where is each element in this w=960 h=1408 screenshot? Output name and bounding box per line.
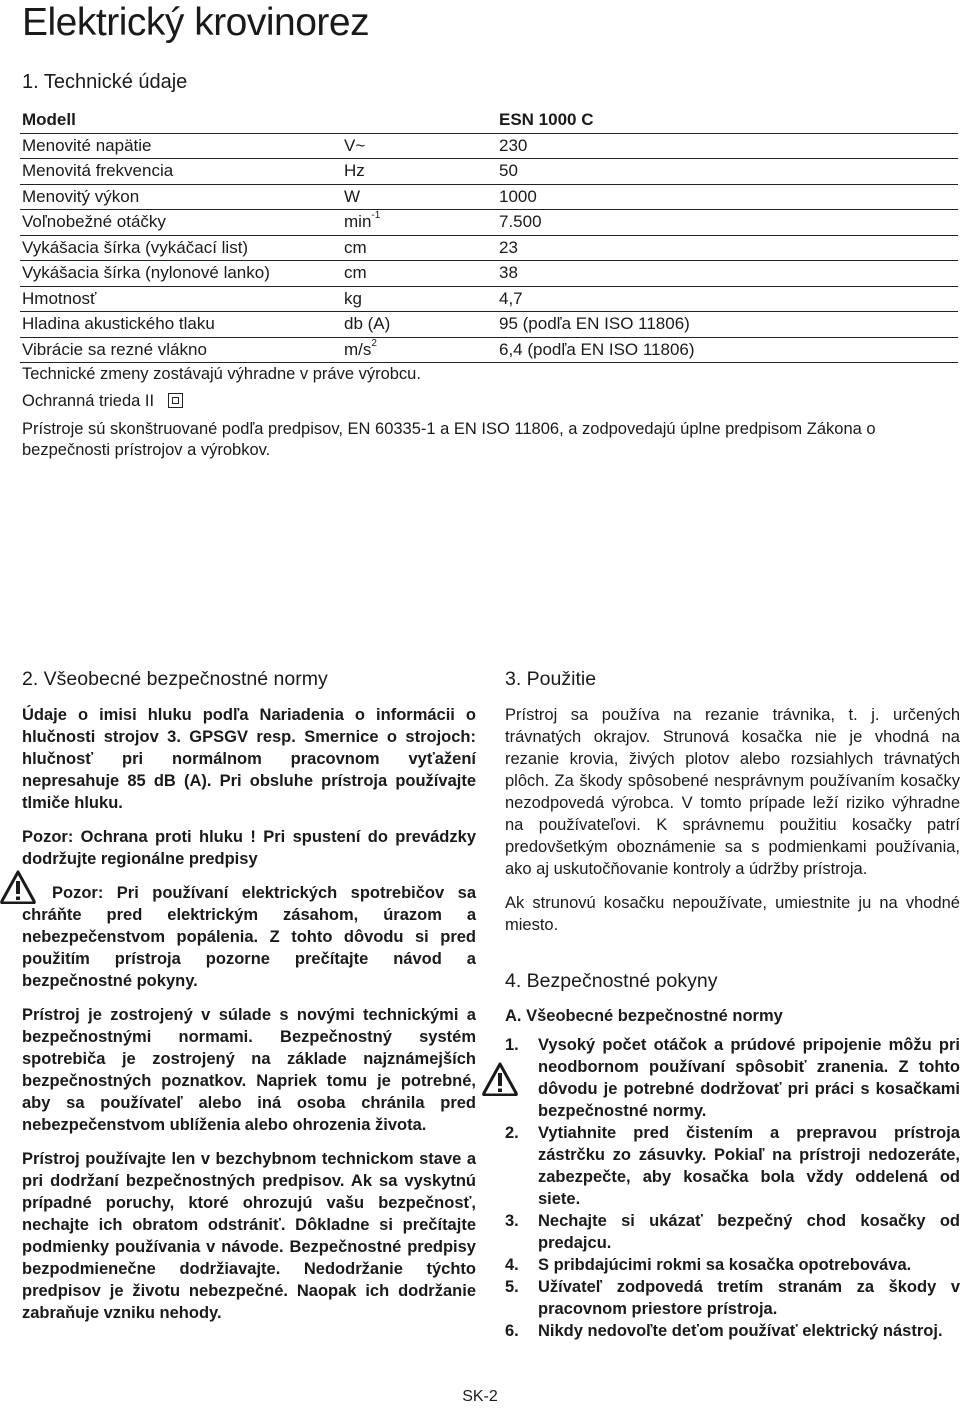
row-unit: W xyxy=(342,184,497,210)
protection-class-line xyxy=(22,391,183,412)
section-heading-general-safety: 2. Všeobecné bezpečnostné normy xyxy=(22,668,328,690)
row-value: 230 xyxy=(497,133,958,159)
storage-paragraph: Ak strunovú kosačku nepoužívate, umiestnite ju na vhodné miesto. xyxy=(505,894,960,934)
row-label: Vibrácie sa rezné vlákno xyxy=(20,337,342,363)
table-row xyxy=(20,210,958,236)
row-label: Hmotnosť xyxy=(20,286,342,312)
row-unit xyxy=(342,337,497,363)
table-row xyxy=(20,337,958,363)
warning-triangle-icon xyxy=(0,870,36,904)
document-title: Elektrický krovinorez xyxy=(22,1,370,44)
safety-instructions-list xyxy=(505,1034,960,1342)
row-unit: kg xyxy=(342,286,497,312)
table-row xyxy=(20,184,958,210)
technical-changes-note: Technické zmeny zostávajú výhradne v práve výrobcu. xyxy=(22,365,421,383)
list-item xyxy=(505,1320,960,1342)
row-value: 95 (podľa EN ISO 11806) xyxy=(497,312,958,338)
row-unit-exponent: -1 xyxy=(371,210,381,222)
row-value: 50 xyxy=(497,159,958,185)
list-item xyxy=(505,1210,960,1254)
section-heading-usage: 3. Použitie xyxy=(505,668,597,690)
right-column-usage xyxy=(505,704,960,948)
row-unit: Hz xyxy=(342,159,497,185)
item-text: S pribdajúcimi rokmi sa kosačka opotrebováva. xyxy=(538,1256,912,1274)
row-unit xyxy=(342,210,497,236)
spec-table xyxy=(20,108,958,363)
row-value: 4,7 xyxy=(497,286,958,312)
section-heading-technical-data: 1. Technické údaje xyxy=(22,71,188,93)
compliance-statement: Prístroje sú skonštruované podľa predpisov, EN 60335-1 a EN ISO 11806, a zodpovedajú úplne predpisom Zákona o bezpečnosti prístrojov a výrobkov. xyxy=(22,420,876,459)
table-row xyxy=(20,261,958,287)
list-item xyxy=(505,1254,960,1276)
row-label: Menovitý výkon xyxy=(20,184,342,210)
row-label: Menovitá frekvencia xyxy=(20,159,342,185)
item-number: 1. xyxy=(505,1036,519,1054)
item-text: Nikdy nedovoľte deťom používať elektrický nástroj. xyxy=(538,1322,943,1340)
row-label: Menovité napätie xyxy=(20,133,342,159)
electrical-warning-paragraph: Pozor: Pri používaní elektrických spotrebičov sa chráňte pred elektrickým zásahom, úrazom a nebezpečenstvom popálenia. Z tohto dôvodu si pred použitím prístroja pozorne prečítajte návod a bezpečnostné pokyny. xyxy=(22,884,476,990)
list-item xyxy=(505,1122,960,1210)
row-value: 38 xyxy=(497,261,958,287)
row-value: 6,4 (podľa EN ISO 11806) xyxy=(497,337,958,363)
warning-triangle-icon xyxy=(482,1062,518,1096)
row-label: Hladina akustického tlaku xyxy=(20,312,342,338)
item-text: Užívateľ zodpovedá tretím stranám za škody v pracovnom priestore prístroja. xyxy=(538,1278,960,1318)
list-item xyxy=(505,1276,960,1320)
safety-standards-paragraph: Prístroj je zostrojený v súlade s novými technickými a bezpečnostnými normami. Bezpečnostný systém spotrebiča je zostrojený na základe najznámejších bezpečnostných poznatkov. Napriek tomu je potrebné, aby sa používateľ alebo iná osoba chránila pred nebezpečenstvom ublíženia alebo ohrozenia života. xyxy=(22,1006,476,1134)
technical-condition-paragraph: Prístroj používajte len v bezchybnom technickom stave a pri dodržaní bezpečnostných predpisov. Ak sa vyskytnú prípadné poruchy, ktoré ohrozujú vašu bezpečnosť, nechajte ich obratom odstrániť. Dôkladne si prečítajte podmienky používania v návode. Bezpečnostné predpisy bezpodmienečne dodržiavajte. Nedodržanie týchto predpisov je životu nebezpečné. Naopak ich dodržanie zabraňuje vzniku nehody. xyxy=(22,1150,476,1322)
spec-header-label: Modell xyxy=(20,108,342,133)
item-number: 3. xyxy=(505,1212,519,1230)
row-value: 1000 xyxy=(497,184,958,210)
noise-protection-paragraph: Pozor: Ochrana proti hluku ! Pri spustení do prevádzky dodržujte regionálne predpisy xyxy=(22,828,476,868)
item-number: 5. xyxy=(505,1278,519,1296)
item-text: Vytiahnite pred čistením a prepravou prístroja zástrčku zo zásuvky. Pokiaľ na prístroji nedozeráte, zabezpečte, aby kosačka bola vždy oddelená od siete. xyxy=(538,1124,960,1208)
row-value: 23 xyxy=(497,235,958,261)
spec-table-header xyxy=(20,108,958,133)
table-row xyxy=(20,159,958,185)
row-unit-base: min xyxy=(344,212,372,232)
row-label: Vykášacia šírka (nylonové lanko) xyxy=(20,261,342,287)
class-ii-double-square-icon xyxy=(168,393,183,408)
table-row xyxy=(20,235,958,261)
row-unit: V~ xyxy=(342,133,497,159)
page-number: SK-2 xyxy=(462,1388,498,1405)
spec-header-value: ESN 1000 C xyxy=(497,108,958,133)
table-row xyxy=(20,133,958,159)
row-unit: db (A) xyxy=(342,312,497,338)
usage-paragraph: Prístroj sa používa na rezanie trávnika, t. j. určených trávnatých okrajov. Strunová kosačka nie je vhodná na rezanie krovia, živých plotov alebo rozsiahlych trávnatých plôch. Za škody spôsobené nesprávnym používaním kosačky nezodpovedá výrobca. V tomto prípade leží riziko výhradne na používateľovi. K správnemu použitiu kosačky patrí predovšetkým oboznámenie sa s podmienkami používania, ako aj uskutočňovanie kontroly a údržby prístroja. xyxy=(505,706,960,878)
row-unit: cm xyxy=(342,235,497,261)
section-heading-safety-instructions: 4. Bezpečnostné pokyny xyxy=(505,970,718,992)
row-unit-base: m/s xyxy=(344,339,372,359)
list-item xyxy=(505,1034,960,1122)
item-number: 6. xyxy=(505,1322,519,1340)
spec-header-unit xyxy=(342,108,497,133)
noise-emission-paragraph: Údaje o imisi hluku podľa Nariadenia o informácii o hlučnosti strojov 3. GPSGV resp. Smernice o strojoch: hlučnosť pri normálnom pracovnom vyťažení nepresahuje 85 dB (A). Pri obsluhe prístroja používajte tlmiče hluku. xyxy=(22,706,476,812)
protection-class-label: Ochranná trieda II xyxy=(22,392,155,410)
left-column xyxy=(22,704,476,1336)
subheading-general-safety: A. Všeobecné bezpečnostné normy xyxy=(505,1007,783,1025)
table-row xyxy=(20,312,958,338)
item-text: Nechajte si ukázať bezpečný chod kosačky od predajcu. xyxy=(538,1212,960,1252)
item-number: 4. xyxy=(505,1256,519,1274)
item-text: Vysoký počet otáčok a prúdové pripojenie môžu pri neodbornom používaní spôsobiť zranenia. Z tohto dôvodu je potrebné dodržovať pri práci s kosačkami bezpečnostné normy. xyxy=(538,1036,960,1120)
row-label: Vykášacia šírka (vykáčací list) xyxy=(20,235,342,261)
table-row xyxy=(20,286,958,312)
row-unit: cm xyxy=(342,261,497,287)
row-value: 7.500 xyxy=(497,210,958,236)
row-label: Voľnobežné otáčky xyxy=(20,210,342,236)
row-unit-exponent: 2 xyxy=(371,337,377,349)
item-number: 2. xyxy=(505,1124,519,1142)
